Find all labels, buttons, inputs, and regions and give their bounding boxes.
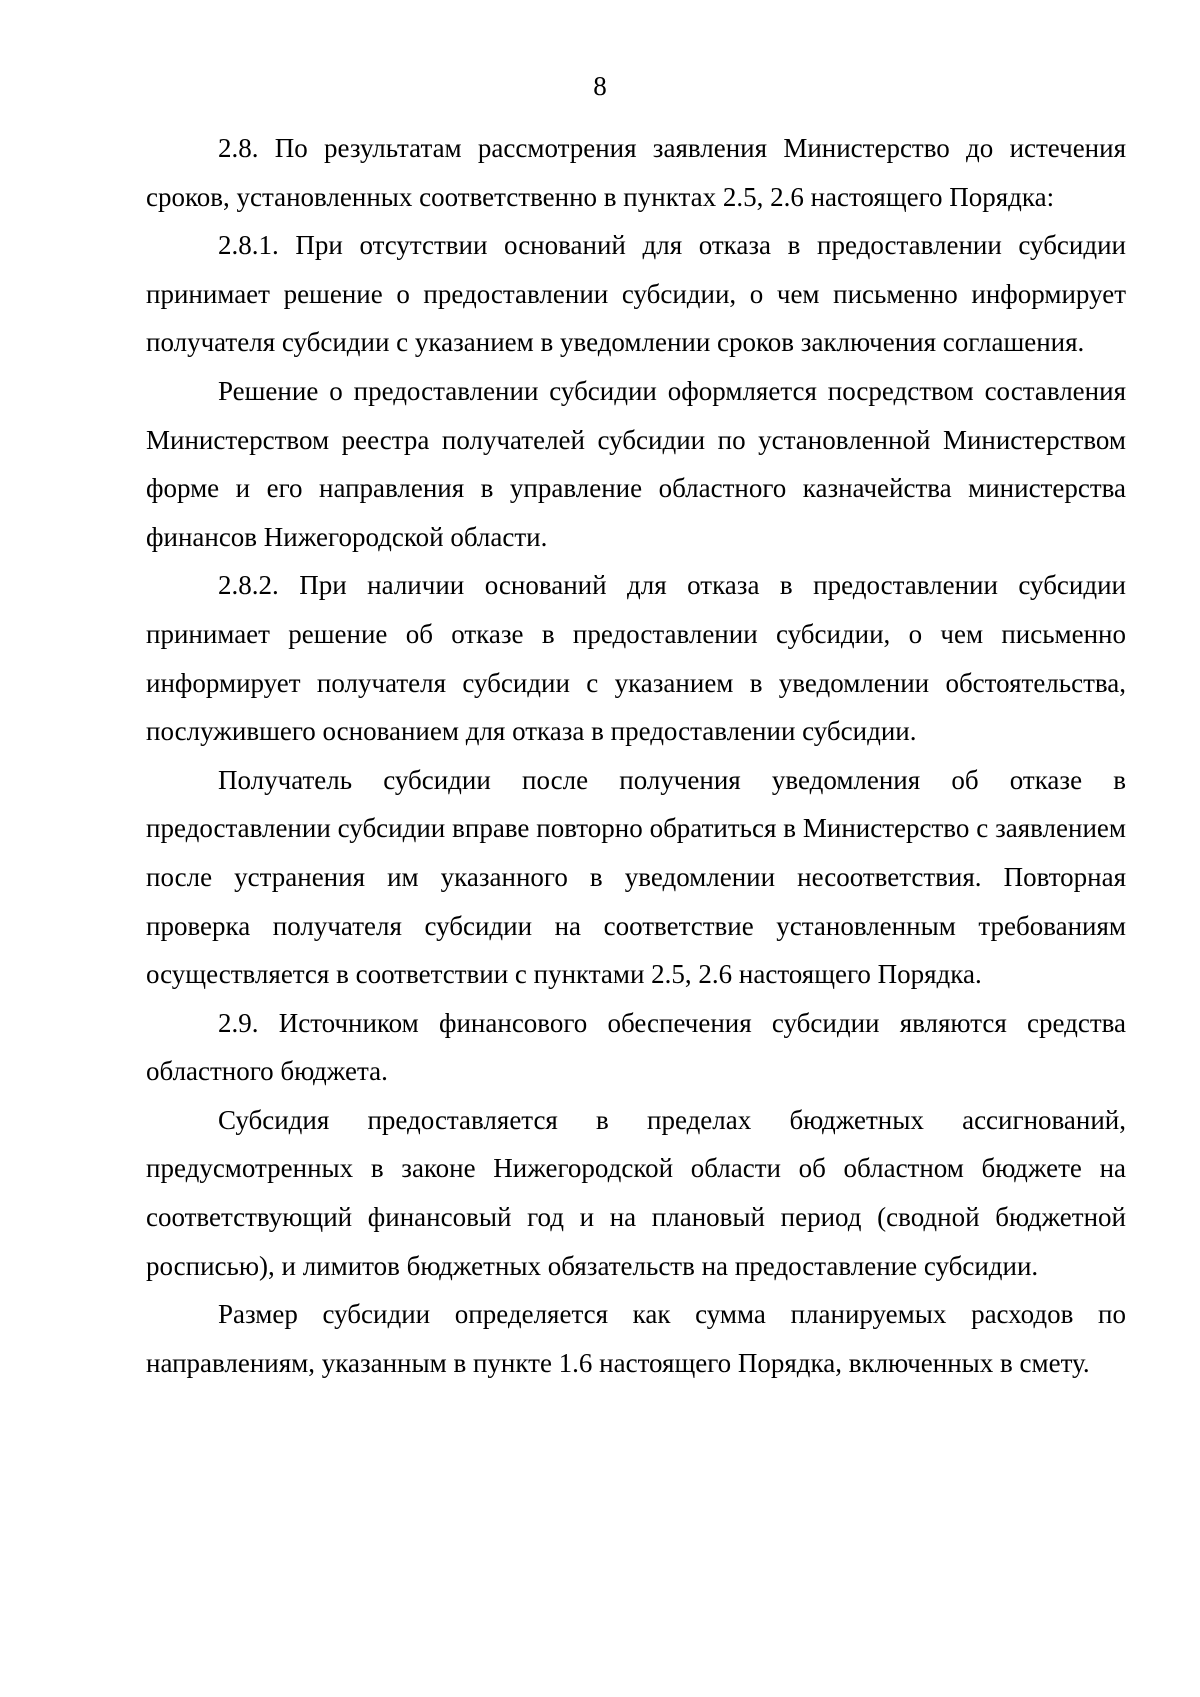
document-body bbox=[146, 124, 1126, 1387]
paragraph-2-8-2: 2.8.2. При наличии оснований для отказа в предоставлении субсидии принимает решение об отказе в предоставлении субсидии, о чем письменно информирует получателя субсидии с указанием в уведомлении обстоятельства, послужившего основанием для отказа в предоставлении субсидии. bbox=[146, 570, 1126, 747]
paragraph-2-8-1: 2.8.1. При отсутствии оснований для отказа в предоставлении субсидии принимает решение о предоставлении субсидии, о чем письменно информирует получателя субсидии с указанием в уведомлении сроков заключения соглашения. bbox=[146, 230, 1126, 358]
paragraph-decision-registry: Решение о предоставлении субсидии оформляется посредством составления Министерством реестра получателей субсидии по установленной Министерством форме и его направления в управление областного казначейства министерства финансов Нижегородской области. bbox=[146, 375, 1126, 552]
paragraph-repeat-application: Получатель субсидии после получения уведомления об отказе в предоставлении субсидии вправе повторно обратиться в Министерство с заявлением после устранения им указанного в уведомлении несоответствия. Повторная проверка получателя субсидии на соответствие установленным требованиям осуществляется в соответствии с пунктами 2.5, 2.6 настоящего Порядка. bbox=[146, 764, 1126, 990]
paragraph-2-8: 2.8. По результатам рассмотрения заявления Министерство до истечения сроков, установленных соответственно в пунктах 2.5, 2.6 настоящего Порядка: bbox=[146, 133, 1126, 212]
paragraph-2-9: 2.9. Источником финансового обеспечения субсидии являются средства областного бюджета. bbox=[146, 1007, 1126, 1087]
page-number: 8 bbox=[593, 71, 607, 101]
paragraph-budget-limits: Субсидия предоставляется в пределах бюджетных ассигнований, предусмотренных в законе Нижегородской области об областном бюджете на соответствующий финансовый год и на плановый период (сводной бюджетной росписью), и лимитов бюджетных обязательств на предоставление субсидии. bbox=[146, 1104, 1126, 1281]
paragraph-subsidy-size: Размер субсидии определяется как сумма планируемых расходов по направлениям, указанным в пункте 1.6 настоящего Порядка, включенных в смету. bbox=[146, 1299, 1126, 1378]
